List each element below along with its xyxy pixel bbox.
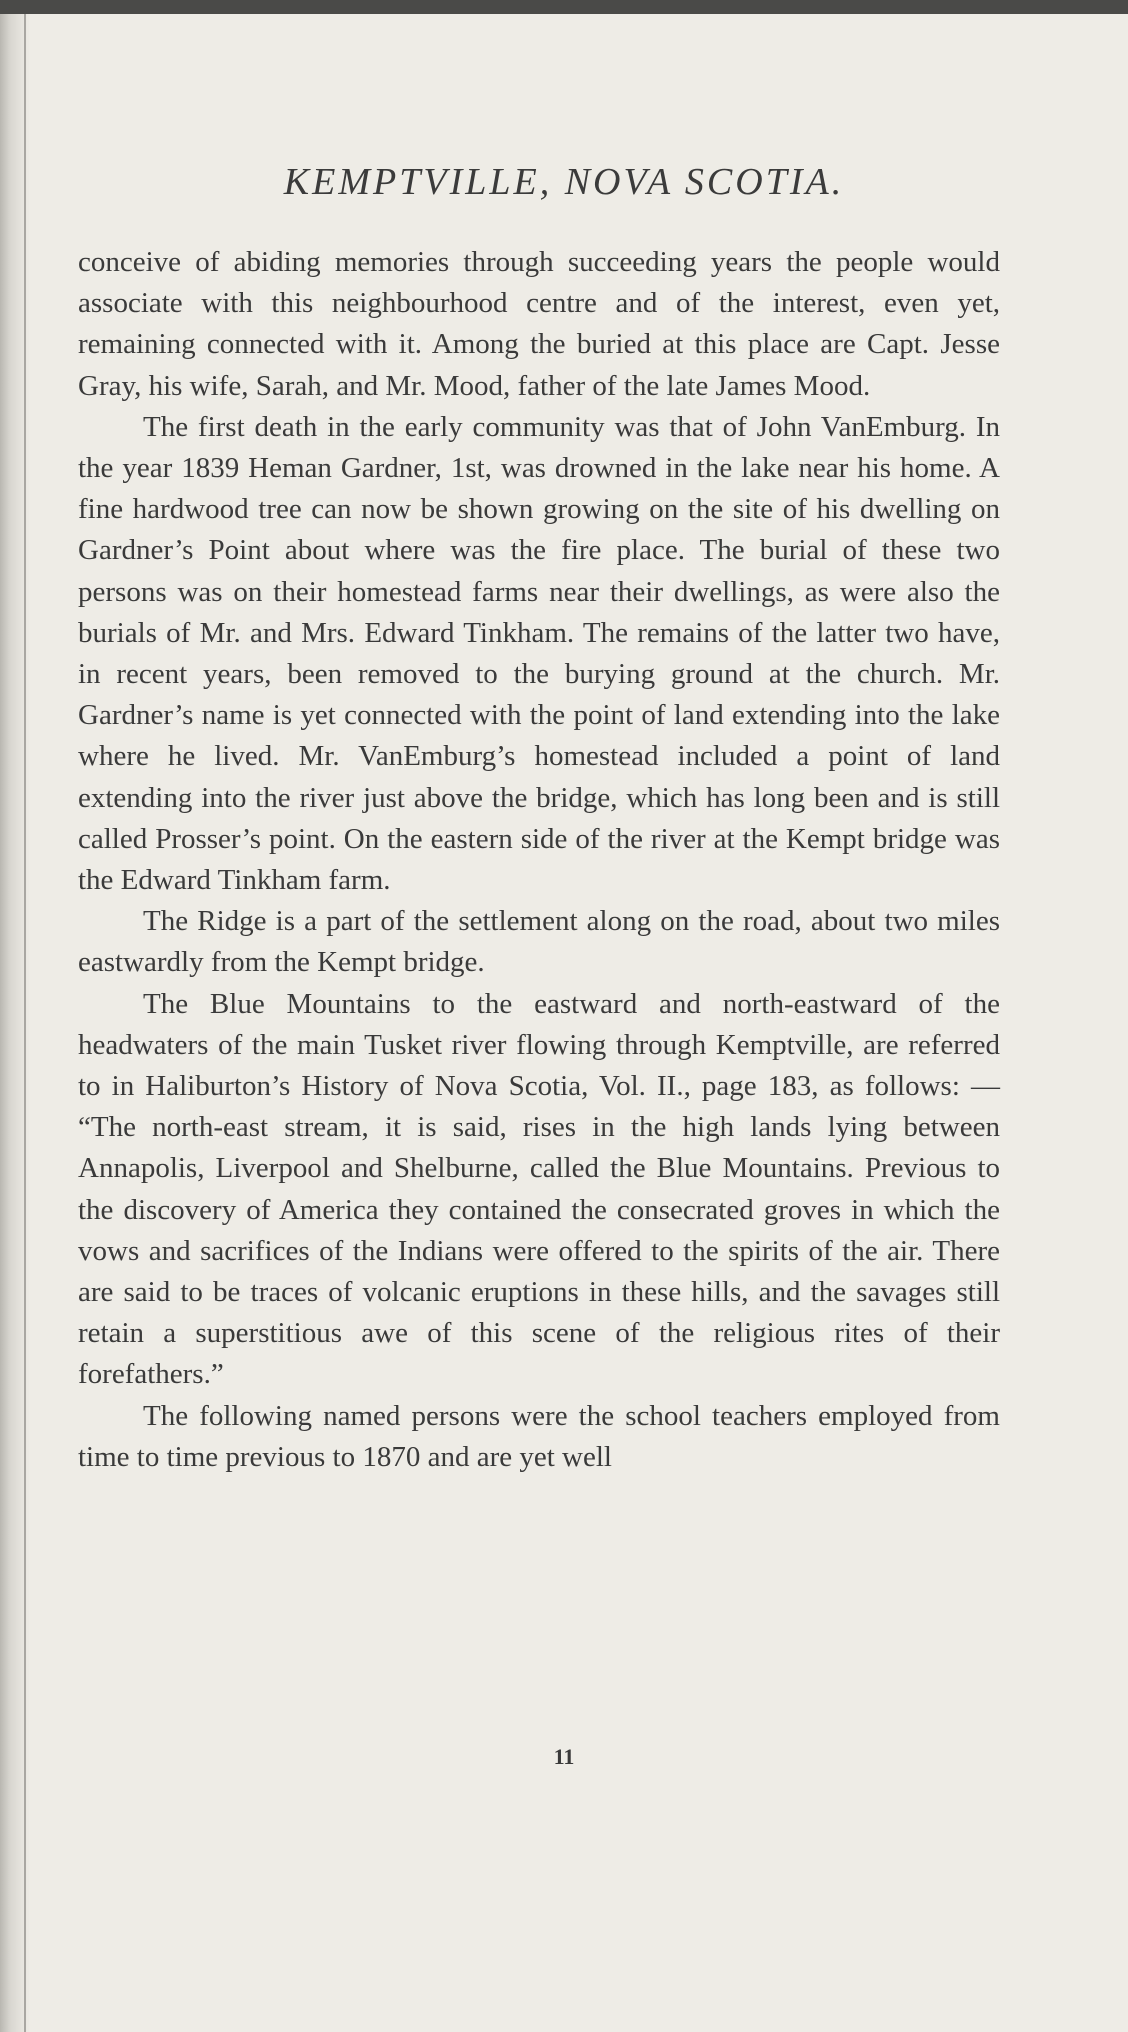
paragraph-the-ridge: The Ridge is a part of the settlement along on the road, about two miles eastwardly from the Kempt bridge. xyxy=(78,905,1000,979)
body-text xyxy=(78,242,1000,1478)
paragraph-continued: conceive of abiding memories through succeeding years the people would associate with this neighbourhood centre and of the interest, even yet, remaining connected with it. Among the buried at this place are Capt. Jesse Gray, his wife, Sarah, and Mr. Mood, father of the late James Mood. xyxy=(78,246,1000,402)
running-head: KEMPTVILLE, NOVA SCOTIA. xyxy=(283,161,845,203)
page-edge-line xyxy=(24,14,26,2032)
page-number: 11 xyxy=(553,1744,575,1769)
paragraph-school-teachers: The following named persons were the school teachers employed from time to time previous to 1870 and are yet well xyxy=(78,1399,1000,1473)
paragraph-first-death: The first death in the early community was that of John VanEmburg. In the year 1839 Heman Gardner, 1st, was drowned in the lake near his home. A fine hardwood tree can now be shown growing on the site of his dwelling on Gardner’s Point about where was the fire place. The burial of these two persons was on their homestead farms near their dwellings, as were also the burials of Mr. and Mrs. Edward Tinkham. The remains of the latter two have, in recent years, been removed to the burying ground at the church. Mr. Gardner’s name is yet connected with the point of land extending into the lake where he lived. Mr. VanEmburg’s homestead included a point of land extending into the river just above the bridge, which has long been and is still called Prosser’s point. On the eastern side of the river at the Kempt bridge was the Edward Tinkham farm. xyxy=(78,410,1000,897)
paragraph-blue-mountains: The Blue Mountains to the eastward and north-eastward of the headwaters of the main Tusket river flowing through Kemptville, are referred to in Haliburton’s History of Nova Scotia, Vol. II., page 183, as follows: — “The north-east stream, it is said, rises in the high lands lying between Annapolis, Liverpool and Shelburne, called the Blue Mountains. Previous to the discovery of America they contained the consecrated groves in which the vows and sacrifices of the Indians were offered to the spirits of the air. There are said to be traces of volcanic eruptions in these hills, and the savages still retain a superstitious awe of this scene of the religious rites of their forefathers.” xyxy=(78,987,1000,1391)
scan-top-edge xyxy=(0,0,1128,14)
